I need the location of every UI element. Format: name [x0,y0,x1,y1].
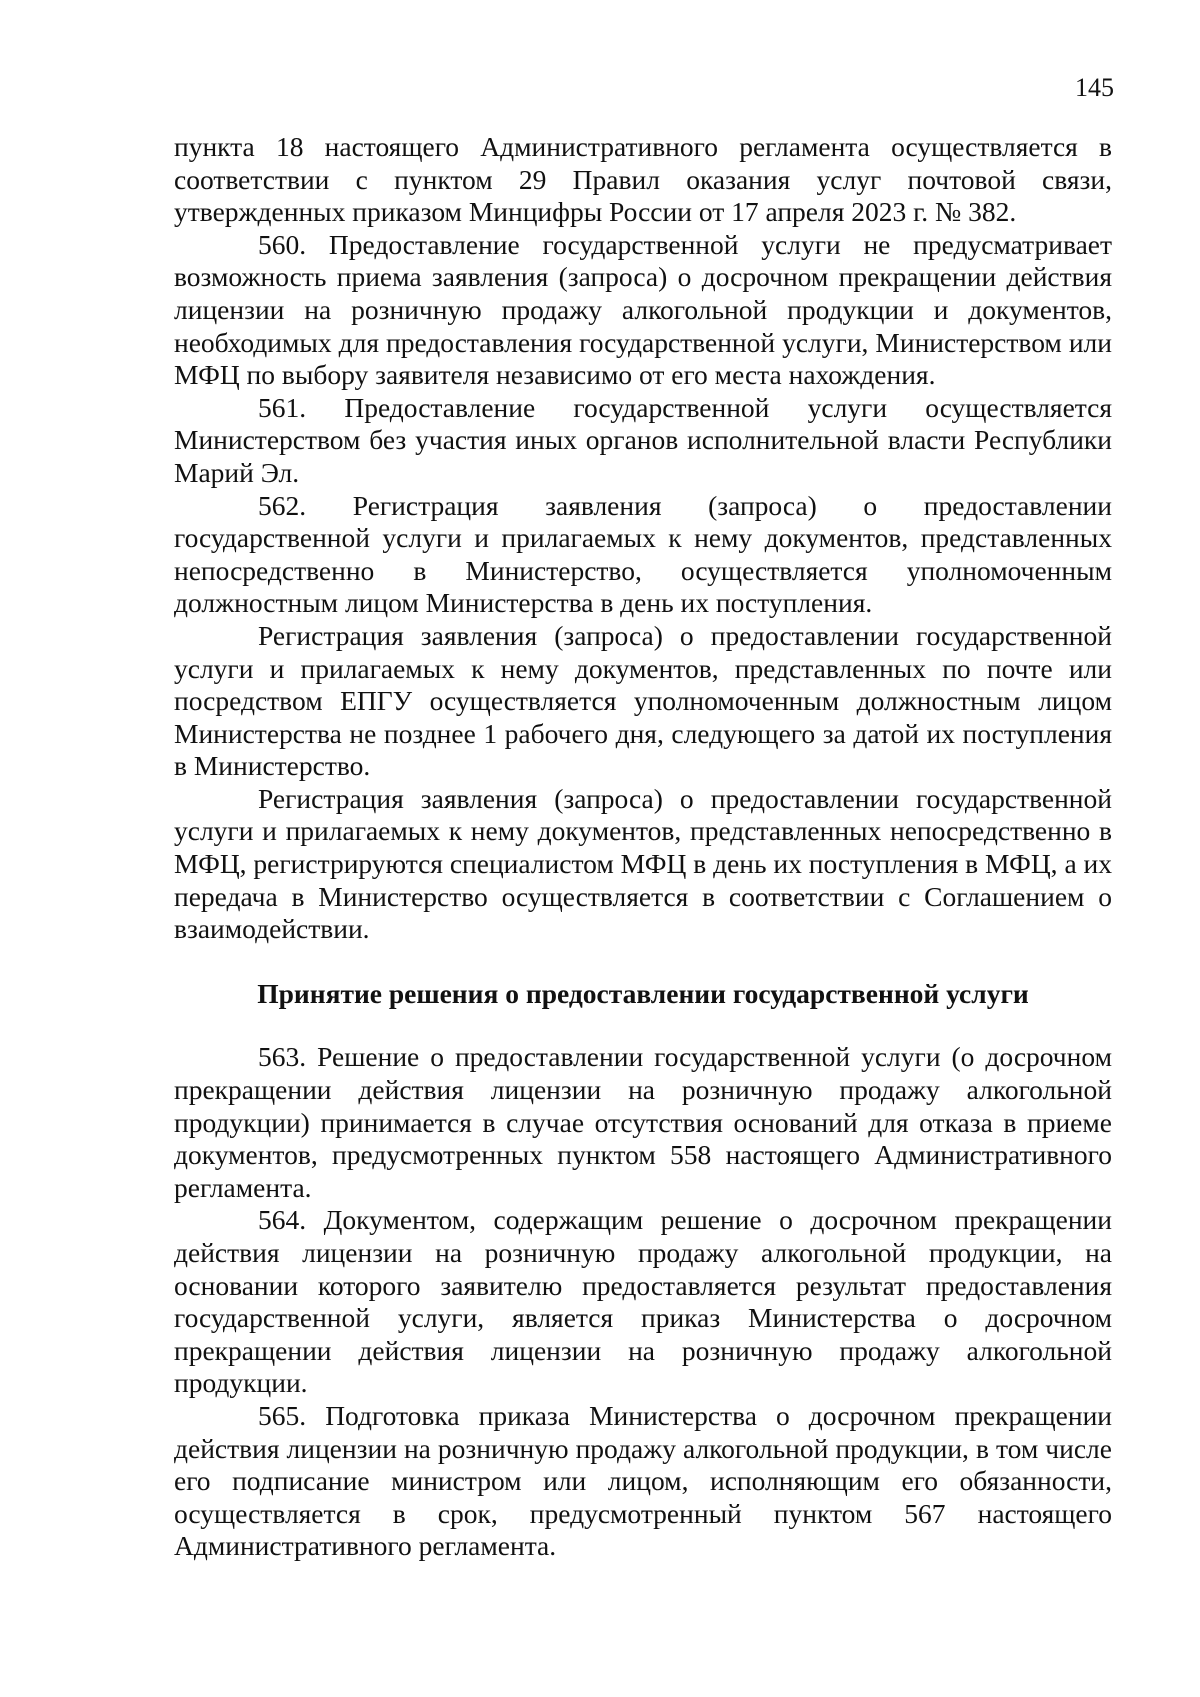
document-body [174,131,1112,1563]
paragraph-registration-mail: Регистрация заявления (запроса) о предоставлении государственной услуги и прилагаемых к нему документов, представленных по почте или посредством ЕПГУ осуществляется уполномоченным должностным лицом Министерства не позднее 1 рабочего дня, следующего за датой их поступления в Министерство. [174,619,1112,782]
paragraph-561: 561. Предоставление государственной услуги осуществляется Министерством без участия иных органов исполнительной власти Республики Марий Эл. [174,391,1112,488]
page-number: 145 [1075,73,1114,102]
paragraph-563: 563. Решение о предоставлении государственной услуги (о досрочном прекращении действия лицензии на розничную продажу алкогольной продукции) принимается в случае отсутствия оснований для отказа в приеме документов, предусмотренных пунктом 558 настоящего Административного регламента. [174,1041,1112,1203]
paragraph-562: 562. Регистрация заявления (запроса) о предоставлении государственной услуги и прилагаемых к нему документов, представленных непосредственно в Министерство, осуществляется уполномоченным должностным лицом Министерства в день их поступления. [174,489,1112,619]
paragraph-564: 564. Документом, содержащим решение о досрочном прекращении действия лицензии на розничную продажу алкогольной продукции, на основании которого заявителю предоставляется результат предоставления государственной услуги, является приказ Министерства о досрочном прекращении действия лицензии на розничную продажу алкогольной продукции. [174,1204,1112,1399]
section-heading: Принятие решения о предоставлении государственной услуги [257,977,1029,1009]
paragraph-registration-mfc: Регистрация заявления (запроса) о предоставлении государственной услуги и прилагаемых к нему документов, представленных непосредственно в МФЦ, регистрируются специалистом МФЦ в день их поступления в МФЦ, а их передача в Министерство осуществляется в соответствии с Соглашением о взаимодействии. [174,782,1112,945]
paragraph-continuation: пункта 18 настоящего Административного регламента осуществляется в соответствии с пунктом 29 Правил оказания услуг почтовой связи, утвержденных приказом Минцифры России от 17 апреля 2023 г. № 382. [174,131,1112,228]
paragraph-565: 565. Подготовка приказа Министерства о досрочном прекращении действия лицензии на розничную продажу алкогольной продукции, в том числе его подписание министром или лицом, исполняющим его обязанности, осуществляется в срок, предусмотренный пунктом 567 настоящего Административного регламента. [174,1399,1112,1562]
paragraph-560: 560. Предоставление государственной услуги не предусматривает возможность приема заявления (запроса) о досрочном прекращении действия лицензии на розничную продажу алкогольной продукции и документов, необходимых для предоставления государственной услуги, Министерством или МФЦ по выбору заявителя независимо от его места нахождения. [174,228,1112,391]
